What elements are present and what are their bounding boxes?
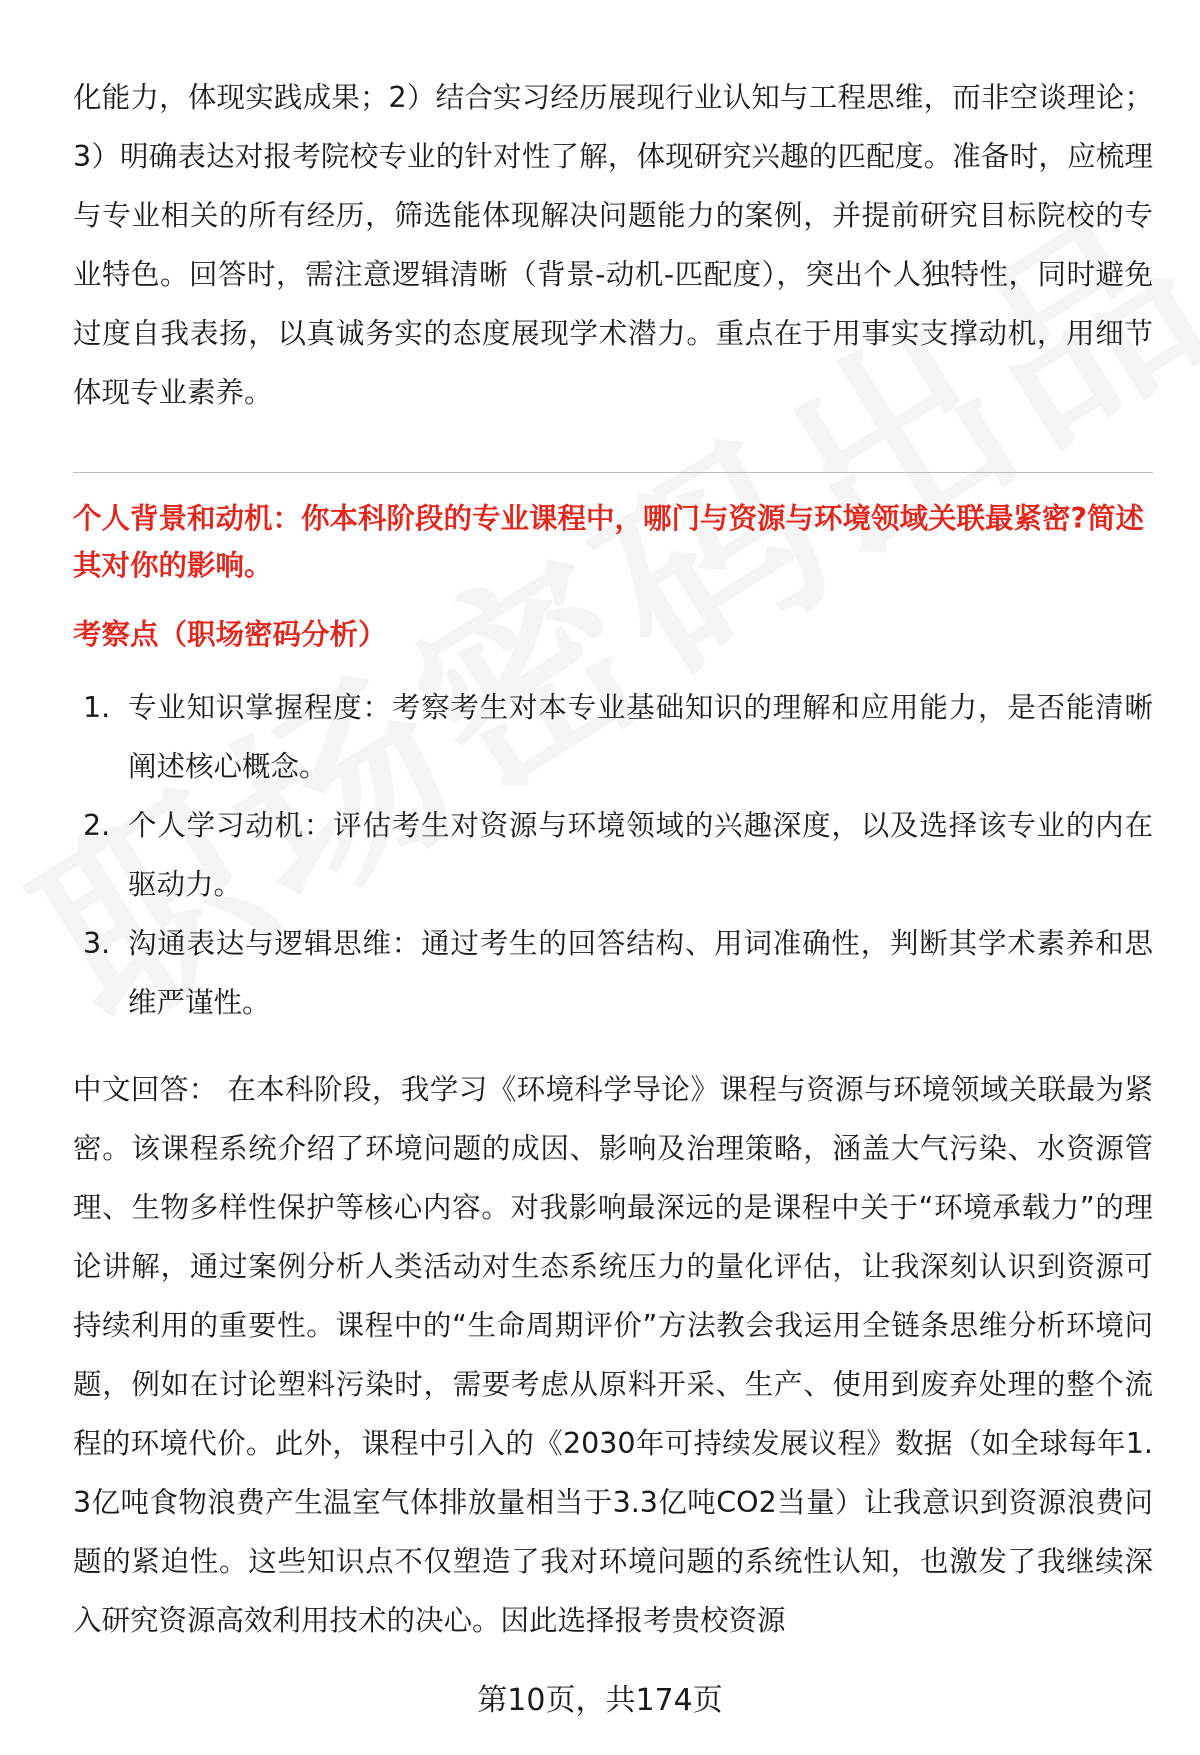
list-item: [73, 796, 1153, 914]
answer-paragraph: 中文回答： 在本科阶段，我学习《环境科学导论》课程与资源与环境领域关联最为紧密。该课程系统介绍了环境问题的成因、影响及治理策略，涵盖大气污染、水资源管理、生物多样性保护等核心内容。对我影响最深远的是课程中关于“环境承载力”的理论讲解，通过案例分析人类活动对生态系统压力的量化评估，让我深刻认识到资源可持续利用的重要性。课程中的“生命周期评价”方法教会我运用全链条思维分析环境问题，例如在讨论塑料污染时，需要考虑从原料开采、生产、使用到废弃处理的整个流程的环境代价。此外，课程中引入的《2030年可持续发展议程》数据（如全球每年1.3亿吨食物浪费产生温室气体排放量相当于3.3亿吨CO2当量）让我意识到资源浪费问题的紧迫性。这些知识点不仅塑造了我对环境问题的系统性认知，也激发了我继续深入研究资源高效利用技术的决心。因此选择报考贵校资源: [73, 1073, 1153, 1637]
list-item-text: 专业知识掌握程度：考察考生对本专业基础知识的理解和应用能力，是否能清晰阐述核心概念。: [128, 691, 1153, 783]
list-number: 1.: [83, 691, 111, 724]
analysis-list: [73, 678, 1153, 1032]
list-number: 2.: [83, 809, 111, 842]
list-item-text: 沟通表达与逻辑思维：通过考生的回答结构、用词准确性，判断其学术素养和思维严谨性。: [128, 927, 1153, 1019]
section-divider: [73, 472, 1153, 473]
analysis-heading: 考察点（职场密码分析）: [73, 618, 387, 651]
list-number: 3.: [83, 927, 111, 960]
page-number-footer: 第10页，共174页: [477, 1683, 723, 1718]
intro-paragraph: 化能力，体现实践成果；2）结合实习经历展现行业认知与工程思维，而非空谈理论；3）明确表达对报考院校专业的针对性了解，体现研究兴趣的匹配度。准备时，应梳理与专业相关的所有经历，筛选能体现解决问题能力的案例，并提前研究目标院校的专业特色。回答时，需注意逻辑清晰（背景-动机-匹配度），突出个人独特性，同时避免过度自我表扬，以真诚务实的态度展现学术潜力。重点在于用事实支撑动机，用细节体现专业素养。: [73, 81, 1153, 409]
list-item-text: 个人学习动机：评估考生对资源与环境领域的兴趣深度，以及选择该专业的内在驱动力。: [128, 809, 1153, 901]
list-item: [73, 914, 1153, 1032]
interview-question: 个人背景和动机：你本科阶段的专业课程中，哪门与资源与环境领域关联最紧密?简述其对你的影响。: [73, 502, 1145, 582]
page-content: [73, 68, 1153, 1650]
list-item: [73, 678, 1153, 796]
